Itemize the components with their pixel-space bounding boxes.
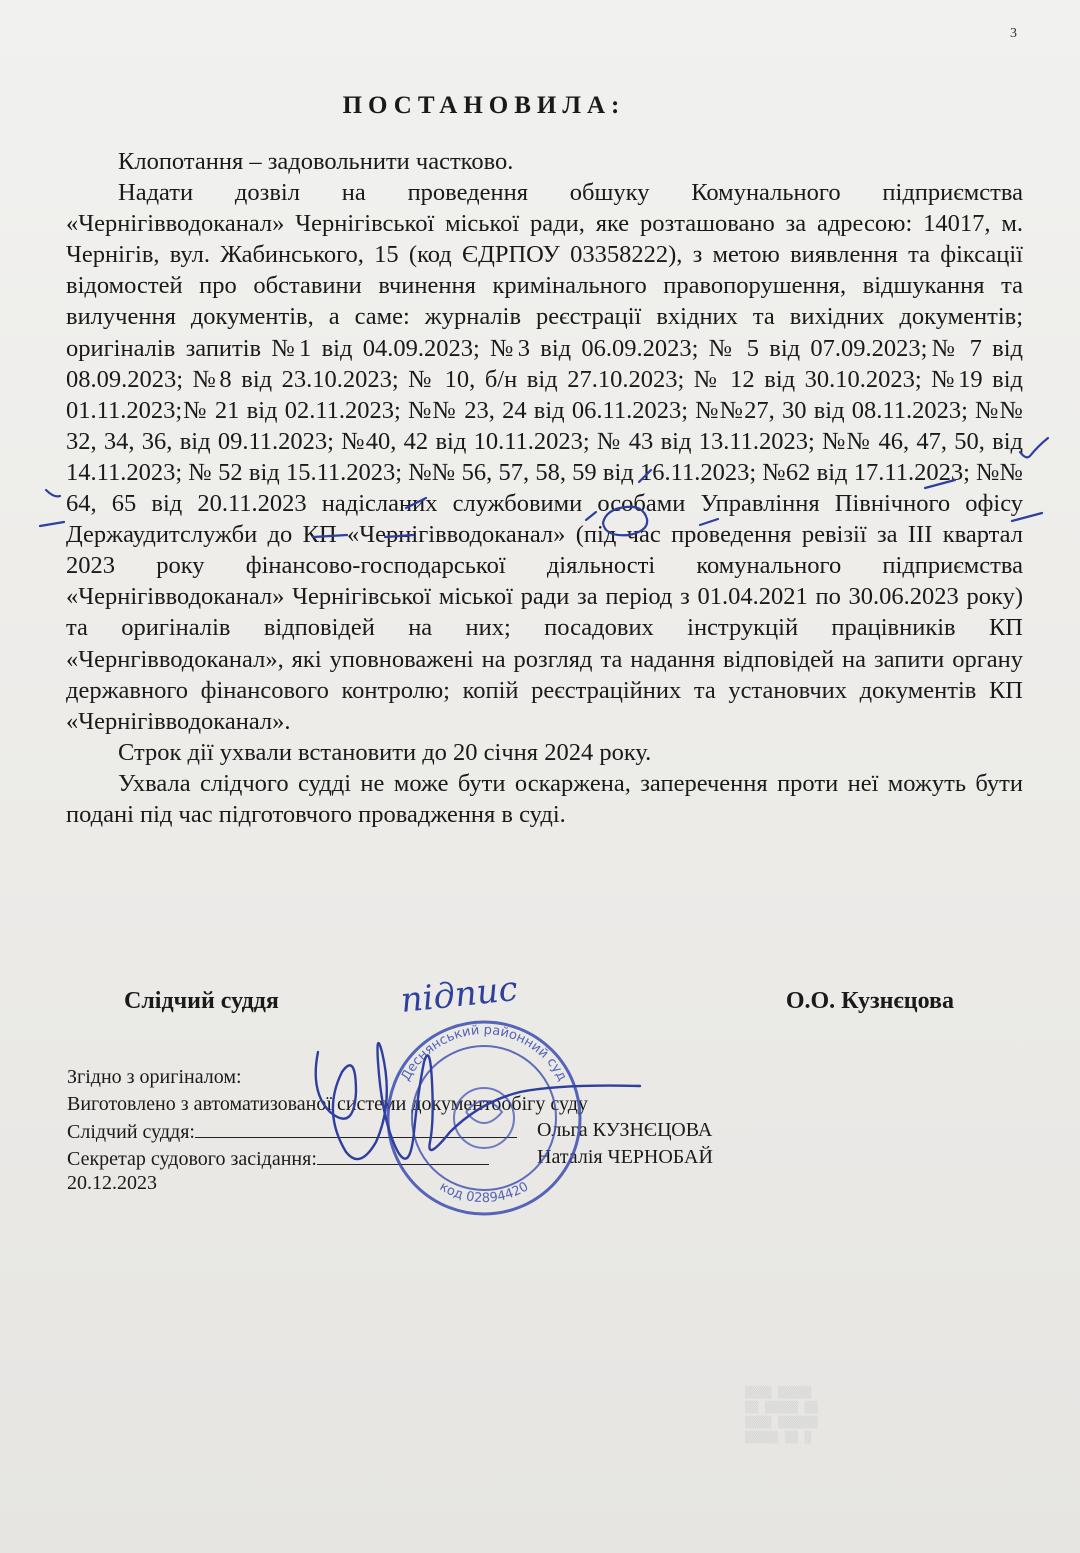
check-mark-icon — [700, 519, 718, 525]
check-mark-icon — [586, 512, 596, 520]
paragraph-appeal: Ухвала слідчого судді не може бути оскаржена, заперечення проти неї можуть бути подані під час підготовчого провадження в суді. — [66, 769, 1023, 828]
cert-secretary-name: Наталія ЧЕРНОБАЙ — [537, 1145, 713, 1168]
check-mark-icon — [406, 498, 426, 508]
cert-judge-name: Ольга КУЗНЄЦОВА — [537, 1119, 713, 1142]
document-heading: ПОСТАНОВИЛА: — [342, 92, 626, 119]
court-stamp — [388, 1022, 580, 1214]
stamp-text-top: Деснянський районний суд — [398, 1022, 570, 1084]
check-mark-icon — [385, 535, 413, 537]
check-mark-icon — [603, 507, 647, 536]
page-number: 3 — [1010, 26, 1017, 41]
handwritten-signature — [316, 1043, 640, 1159]
svg-text:Деснянський районний суд — [398, 1023, 569, 1084]
cert-secretary-label: Секретар судового засідання: — [67, 1147, 317, 1170]
cert-original-line: Згідно з оригіналом: — [67, 1066, 242, 1088]
check-mark-icon — [1012, 513, 1042, 521]
handwritten-note: підпис — [398, 968, 520, 1021]
paragraph-search-permission: Надати дозвіл на проведення обшуку Комунального підприємства «Чернігівводоканал» Чернігівської міської ради, яке розташовано за адресою: 14017, м. Чернігів, вул. Жабинського, 15 (код ЄДРПОУ 03358222), з метою виявлення та фіксації відомостей про обставини вчинення кримінального правопорушення, відшукання та вилучення документів, а саме: журналів реєстрації вхідних та вихідних документів; оригіналів запитів №1 від 04.09.2023; №3 від 06.09.2023; № 5 від 07.09.2023;№ 7 від 08.09.2023; №8 від 23.10.2023; № 10, б/н від 27.10.2023; № 12 від 30.10.2023; №19 від 01.11.2023;№ 21 від 02.11.2023; №№ 23, 24 від 06.11.2023; №№27, 30 від 08.11.2023; №№ 32, 34, 36, від 09.11.2023; №40, 42 від 10.11.2023; № 43 від 13.11.2023; №№ 46, 47, 50, від 14.11.2023; № 52 від 15.11.2023; №№ 56, 57, 58, 59 від 16.11.2023; №62 від 17.11.2023; №№ 64, 65 від 20.11.2023 надісланих службовими особами Управління Північного офісу Держаудитслужби до КП «Чернігівводоканал» (під час проведення ревізії за III квартал 2023 року фінансово-господарської діяльності комунального підприємства «Чернігівводоканал» Чернігівської міської ради за період з 01.04.2021 по 30.06.2023 року) та оригіналів відповідей на них; посадових інструкцій працівників КП «Чернгівводоканал», які уповноважені на розгляд та надання відповідей на запити органу державного фінансового контролю; копій реєстраційних та установчих документів КП «Чернігівводоканал». — [66, 179, 1023, 735]
cert-system-line: Виготовлено з автоматизованої системи документообігу суду — [67, 1092, 588, 1115]
bleed-through-text: ▒▒▒▒ ▒▒▒▒▒ ▒▒ ▒▒▒▒▒ ▒▒ ▒▒▒▒ ▒▒▒▒▒▒ ▒▒▒▒▒ ▒▒ ▒ — [745, 1386, 818, 1444]
check-mark-icon — [40, 522, 64, 526]
cert-judge-label: Слідчий суддя: — [67, 1121, 195, 1144]
check-marks — [40, 438, 1048, 537]
check-mark-icon — [925, 480, 955, 488]
check-mark-icon — [313, 535, 347, 537]
stamp-text-bottom: код 02894420 — [436, 1179, 532, 1207]
paragraph-term: Строк дії ухвали встановити до 20 січня 2024 року. — [118, 738, 652, 766]
check-mark-icon — [46, 490, 60, 496]
paragraph-decision: Клопотання – задовольнити частково. — [118, 148, 514, 175]
svg-text:код 02894420 — [437, 1179, 531, 1206]
judge-name: О.О. Кузнєцова — [785, 988, 954, 1014]
check-mark-icon — [639, 470, 651, 482]
check-mark-icon — [1020, 438, 1048, 457]
cert-date: 20.12.2023 — [67, 1172, 157, 1195]
judge-title: Слідчий суддя — [124, 988, 279, 1014]
